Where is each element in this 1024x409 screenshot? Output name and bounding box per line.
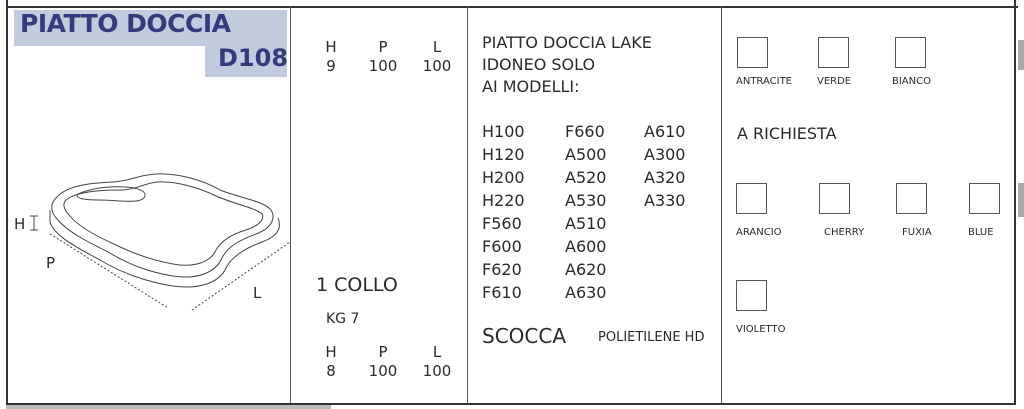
product-sheet <box>6 0 1016 405</box>
model-item: A620 <box>565 260 607 279</box>
dim-top-p-label: P <box>378 38 388 56</box>
material-label: SCOCCA <box>482 324 567 348</box>
dim-top-l-value: 100 <box>422 57 452 75</box>
dim-bottom-l-label: L <box>432 343 442 361</box>
color-label-bianco: BIANCO <box>892 76 931 87</box>
dim-top-p-value: 100 <box>368 57 398 75</box>
model-item: A530 <box>565 191 607 210</box>
model-item: A630 <box>565 283 607 302</box>
color-label-arancio: ARANCIO <box>736 227 782 238</box>
package-colli: 1 COLLO <box>316 274 398 296</box>
color-label-verde: VERDE <box>817 76 852 87</box>
drawing-label-h: H <box>14 215 26 233</box>
color-label-blue: BLUE <box>968 227 994 238</box>
dim-bottom-p-value: 100 <box>368 362 398 380</box>
color-swatch-antracite[interactable] <box>737 37 768 68</box>
description-line-3: AI MODELLI: <box>482 77 580 96</box>
model-item: H100 <box>482 122 525 141</box>
color-swatch-blue[interactable] <box>969 183 1000 214</box>
model-item: A500 <box>565 145 607 164</box>
dim-top-h-value: 9 <box>326 57 336 75</box>
model-item: A320 <box>644 168 686 187</box>
material-value: POLIETILENE HD <box>598 330 705 345</box>
model-item: F620 <box>482 260 522 279</box>
model-item: A300 <box>644 145 686 164</box>
dim-bottom-p-label: P <box>378 343 388 361</box>
model-item: H200 <box>482 168 525 187</box>
description-line-1: PIATTO DOCCIA LAKE <box>482 33 652 52</box>
dim-bottom-h-label: H <box>325 343 337 361</box>
model-item: A330 <box>644 191 686 210</box>
color-label-antracite: ANTRACITE <box>736 76 792 87</box>
product-title: PIATTO DOCCIA <box>20 9 231 38</box>
model-item: F610 <box>482 283 522 302</box>
model-item: A600 <box>565 237 607 256</box>
description-line-2: IDONEO SOLO <box>482 55 596 74</box>
color-swatch-arancio[interactable] <box>736 183 767 214</box>
model-item: F560 <box>482 214 522 233</box>
color-label-cherry: CHERRY <box>824 227 865 238</box>
color-label-fuxia: FUXIA <box>902 227 932 238</box>
model-item: F660 <box>565 122 605 141</box>
model-item: A510 <box>565 214 607 233</box>
dim-bottom-l-value: 100 <box>422 362 452 380</box>
shower-tray-drawing <box>8 150 290 320</box>
bottom-bar <box>6 405 331 409</box>
side-tab-middle <box>1018 183 1024 217</box>
drawing-label-l: L <box>253 284 262 302</box>
tray-base-outline <box>50 210 279 287</box>
model-item: H220 <box>482 191 525 210</box>
color-swatch-violetto[interactable] <box>736 280 767 311</box>
model-item: F600 <box>482 237 522 256</box>
on-request-label: A RICHIESTA <box>737 124 837 143</box>
color-swatch-fuxia[interactable] <box>896 183 927 214</box>
model-item: A520 <box>565 168 607 187</box>
model-item: H120 <box>482 145 525 164</box>
tray-seat <box>77 187 145 202</box>
dim-bottom-h-value: 8 <box>326 362 336 380</box>
model-item: A610 <box>644 122 686 141</box>
color-swatch-verde[interactable] <box>818 37 849 68</box>
side-tab-top <box>1018 40 1024 70</box>
color-swatch-cherry[interactable] <box>819 183 850 214</box>
product-code: D108 <box>218 44 289 72</box>
dim-top-h-label: H <box>325 38 337 56</box>
drawing-label-p: P <box>46 254 56 272</box>
color-label-violetto: VIOLETTO <box>736 324 786 335</box>
dim-top-l-label: L <box>432 38 442 56</box>
color-swatch-bianco[interactable] <box>895 37 926 68</box>
package-weight: KG 7 <box>326 311 360 327</box>
